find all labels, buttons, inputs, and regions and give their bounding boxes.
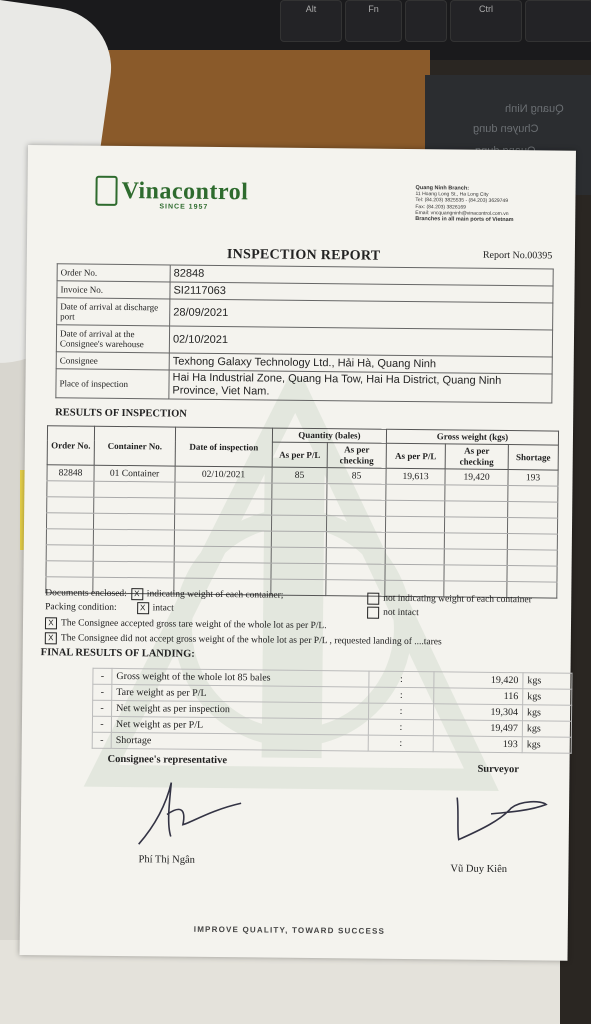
packing-checkbox-unchecked[interactable] xyxy=(367,607,379,619)
final-label: Net weight as per P/L xyxy=(111,716,368,735)
final-unit: kgs xyxy=(523,673,572,690)
col-order-no: Order No. xyxy=(47,426,94,465)
logo-mark-icon xyxy=(95,176,117,206)
final-row: - Net weight as per inspection : 19,304 kgs xyxy=(93,700,572,721)
consignee-name: Phí Thị Ngân xyxy=(138,854,195,866)
documents-opt1: indicating weight of each container; xyxy=(146,589,284,601)
header-row-place xyxy=(56,369,552,403)
branch-line: Email: vncquangninh@vinacontrol.com.vn xyxy=(415,209,509,217)
order-no-label: Order No. xyxy=(57,264,170,282)
documents-enclosed xyxy=(45,587,283,601)
consignee-signature xyxy=(131,774,252,855)
col-shortage: Shortage xyxy=(508,445,558,471)
surveyor-role: Surveyor xyxy=(477,763,519,776)
final-label: Gross weight of the whole lot 85 bales xyxy=(112,668,369,687)
documents-checkbox-checked[interactable]: X xyxy=(131,588,143,600)
packing-condition xyxy=(45,601,174,614)
results-title: RESULTS OF INSPECTION xyxy=(55,407,187,420)
invoice-no-label: Invoice No. xyxy=(57,281,170,299)
final-row: - Shortage : 193 kgs xyxy=(92,732,571,753)
cell-container-no: 01 Container xyxy=(94,465,175,482)
cell-qty-check: 85 xyxy=(327,468,386,485)
logo-text: Vinacontrol xyxy=(121,177,249,205)
col-qty-check: As per checking xyxy=(327,443,386,469)
accepted-text: The Consignee accepted gross tare weight of the whole lot as per P/L. xyxy=(60,618,327,632)
col-qty-pl: As per P/L xyxy=(272,442,327,468)
cell-gross-check: 19,420 xyxy=(445,469,508,486)
final-row: - Gross weight of the whole lot 85 bales : 19,420 kgs xyxy=(93,668,572,689)
not-accept-checkbox[interactable]: X xyxy=(45,632,57,644)
final-unit: kgs xyxy=(522,721,571,738)
final-label: Shortage xyxy=(111,732,368,751)
packing-label: Packing condition: xyxy=(45,602,117,613)
consignee-role: Consignee's representative xyxy=(107,753,228,767)
header-table xyxy=(55,263,553,403)
documents-opt2: not indicating weight of each container xyxy=(383,593,532,606)
final-value: 116 xyxy=(434,688,523,705)
final-unit: kgs xyxy=(522,705,571,722)
documents-option-2 xyxy=(363,593,532,607)
packing-opt2: not intact xyxy=(383,607,419,619)
not-accept-text: The Consignee did not accept gross weight of the whole lot as per P/L , requested landing of ....tares xyxy=(60,633,442,648)
cell-qty-pl: 85 xyxy=(272,467,327,484)
branch-line: Tel: (84.203) 3825535 - (84.203) 3629749 xyxy=(415,197,509,205)
packing-option-2 xyxy=(363,607,419,620)
accepted-checkbox[interactable]: X xyxy=(45,617,57,629)
final-value: 193 xyxy=(433,736,522,753)
col-gross-pl: As per P/L xyxy=(386,443,445,469)
report-number: Report No.00395 xyxy=(482,249,553,262)
key-menu xyxy=(405,0,447,42)
invoice-no-value: SI2117063 xyxy=(170,282,553,303)
packing-checkbox-checked[interactable]: X xyxy=(137,602,149,614)
col-quantity: Quantity (bales) xyxy=(272,428,386,443)
final-row: - Net weight as per P/L : 19,497 kgs xyxy=(92,716,571,737)
wooden-desk xyxy=(60,50,430,160)
key-fn: Fn xyxy=(345,0,402,42)
key-ctrl: Ctrl xyxy=(450,0,522,42)
col-date: Date of inspection xyxy=(175,427,272,467)
arrival-port-label: Date of arrival at discharge port xyxy=(57,298,170,326)
final-unit: kgs xyxy=(523,689,572,706)
final-results-title: FINAL RESULTS OF LANDING: xyxy=(40,647,195,660)
key-right xyxy=(525,0,591,42)
documents-checkbox-unchecked[interactable] xyxy=(367,593,379,605)
report-title: INSPECTION REPORT xyxy=(226,247,381,264)
arrival-warehouse-value: 02/10/2021 xyxy=(169,326,552,357)
cell-date: 02/10/2021 xyxy=(175,466,272,483)
cell-shortage: 193 xyxy=(508,470,558,487)
book-text-2: Chuyen dung xyxy=(473,123,539,135)
branch-line: Fax: (84.203) 3826169 xyxy=(415,203,466,211)
documents-label: Documents enclosed: xyxy=(45,588,127,600)
logo-since: SINCE 1957 xyxy=(159,203,209,211)
branch-title: Quang Ninh Branch: xyxy=(415,185,470,192)
final-label: Net weight as per inspection xyxy=(112,700,369,719)
final-results-table xyxy=(92,668,573,754)
place-value: Hai Ha Industrial Zone, Quang Ha Tow, Hai Ha District, Quang Ninh Province, Viet Nam. xyxy=(169,370,552,403)
final-row: - Tare weight as per P/L : 116 kgs xyxy=(93,684,572,705)
arrival-warehouse-label: Date of arrival at the Consignee's warehouse xyxy=(56,325,169,353)
final-value: 19,304 xyxy=(434,704,523,721)
col-gross: Gross weight (kgs) xyxy=(386,429,558,445)
order-no-value: 82848 xyxy=(170,265,553,286)
inspection-report-paper xyxy=(20,145,576,961)
footer-slogan: IMPROVE QUALITY, TOWARD SUCCESS xyxy=(193,924,386,936)
book-text-1: Quang Ninh xyxy=(505,103,564,115)
cell-gross-pl: 19,613 xyxy=(386,468,445,485)
place-label: Place of inspection xyxy=(56,369,169,399)
packing-opt1: intact xyxy=(152,603,174,614)
final-value: 19,497 xyxy=(433,720,522,737)
branch-info xyxy=(415,185,565,224)
cell-order-no: 82848 xyxy=(47,465,94,481)
branch-line: 11 Hoang Long St., Ha Long City xyxy=(415,191,489,199)
final-value: 19,420 xyxy=(434,672,523,689)
consignee-label: Consignee xyxy=(56,352,169,370)
final-label: Tare weight as per P/L xyxy=(112,684,369,703)
surveyor-name: Vũ Duy Kiên xyxy=(450,863,508,876)
col-gross-check: As per checking xyxy=(445,444,508,470)
branch-line: Branches in all main ports of Vietnam xyxy=(415,216,514,224)
surveyor-signature xyxy=(451,789,552,850)
arrival-port-value: 28/09/2021 xyxy=(170,299,553,330)
key-alt: Alt xyxy=(280,0,342,42)
consignee-value: Texhong Galaxy Technology Ltd., Hải Hà, Quang Ninh xyxy=(169,353,552,374)
final-unit: kgs xyxy=(522,737,571,754)
col-container-no: Container No. xyxy=(94,426,175,466)
